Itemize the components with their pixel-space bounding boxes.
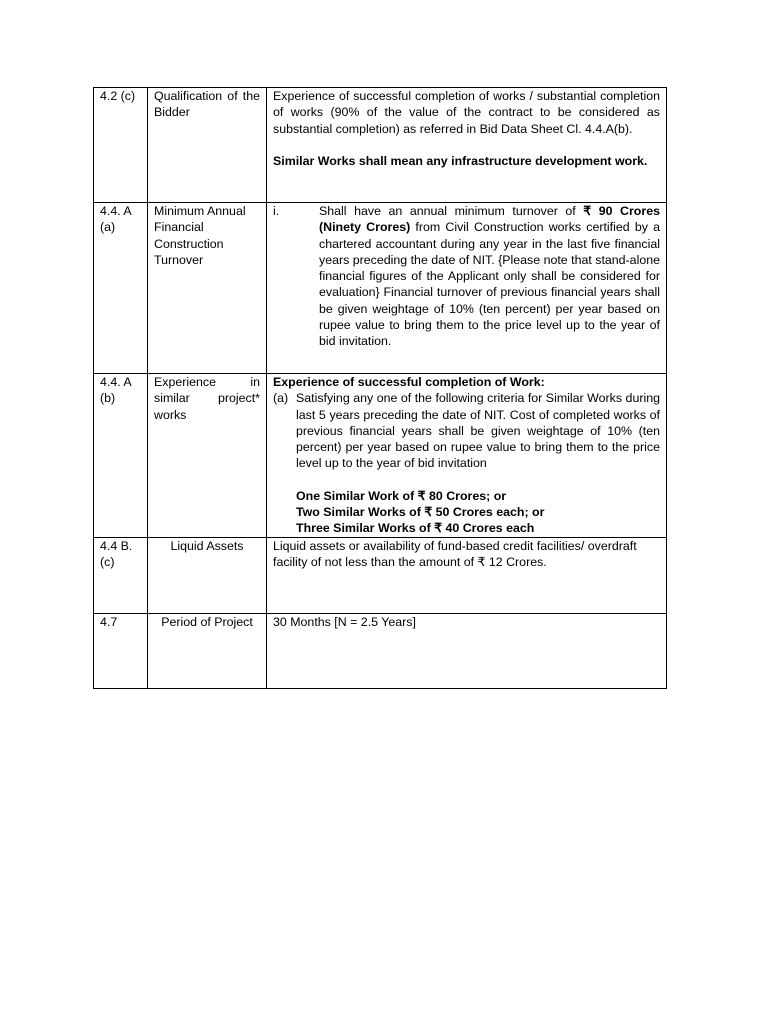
table-row xyxy=(94,203,667,374)
table-row xyxy=(94,88,667,203)
list-item xyxy=(273,203,660,350)
clause-number-cell: 4.4. A (b) xyxy=(94,374,148,538)
similar-work-criteria xyxy=(296,488,660,537)
clause-number-cell: 4.4 B. (c) xyxy=(94,537,148,613)
criteria-name-cell: Liquid Assets xyxy=(148,537,267,613)
list-marker: (a) xyxy=(273,391,289,406)
table-row xyxy=(94,613,667,688)
criteria-description-cell xyxy=(267,203,667,374)
criteria-name-cell: Period of Project xyxy=(148,613,267,688)
clause-number-cell: 4.7 xyxy=(94,613,148,688)
criteria-name-cell: Qualification of the Bidder xyxy=(148,88,267,203)
description-text: 30 Months [N = 2.5 Years] xyxy=(273,614,416,629)
criteria-line: Two Similar Works of ₹ 50 Crores each; or xyxy=(296,505,545,520)
clause-number-cell: 4.4. A (a) xyxy=(94,203,148,374)
description-text: Shall have an annual minimum turnover of ₹ 90 Crores (Ninety Crores) from Civil Construction works certified by a chartered accountant during any year in the last five financial years preceding the date of NIT. {Please note that stand-alone financial figures of the Applicant only shall be considered for evaluation} Financial turnover of previous financial years shall be given weightage of 10% (ten percent) per year based on rupee value to bring them to the price level up to the year of bid invitation. xyxy=(319,204,660,349)
description-text: Satisfying any one of the following criteria for Similar Works during last 5 years preceding the date of NIT. Cost of completed works of previous financial years shall be given weightage of 10% (ten percent) per year based on rupee value to bring them to the price level up to the year of bid invitation xyxy=(296,391,660,471)
list-marker: i. xyxy=(273,204,280,218)
list-item xyxy=(273,390,660,536)
criteria-description-cell xyxy=(267,613,667,688)
eligibility-criteria-table xyxy=(93,87,667,689)
similar-works-definition: Similar Works shall mean any infrastructure development work. xyxy=(273,153,648,168)
criteria-name-cell: Experience in similar project* works xyxy=(148,374,267,538)
clause-number-cell: 4.2 (c) xyxy=(94,88,148,203)
criteria-line: One Similar Work of ₹ 80 Crores; or xyxy=(296,488,507,503)
criteria-name-cell: Minimum Annual Financial Construction Turnover xyxy=(148,203,267,374)
description-text: Liquid assets or availability of fund-based credit facilities/ overdraft facility of not less than the amount of ₹ 12 Crores. xyxy=(273,538,637,569)
criteria-description-cell xyxy=(267,537,667,613)
criteria-description-cell xyxy=(267,374,667,538)
criteria-line: Three Similar Works of ₹ 40 Crores each xyxy=(296,521,535,536)
table-row xyxy=(94,374,667,538)
criteria-description-cell xyxy=(267,88,667,203)
description-text: Experience of successful completion of works / substantial completion of works (90% of the value of the contract to be considered as substantial completion) as referred in Bid Data Sheet Cl. 4.4.A(b). xyxy=(273,89,660,136)
table-row xyxy=(94,537,667,613)
description-heading: Experience of successful completion of Work: xyxy=(273,375,545,389)
